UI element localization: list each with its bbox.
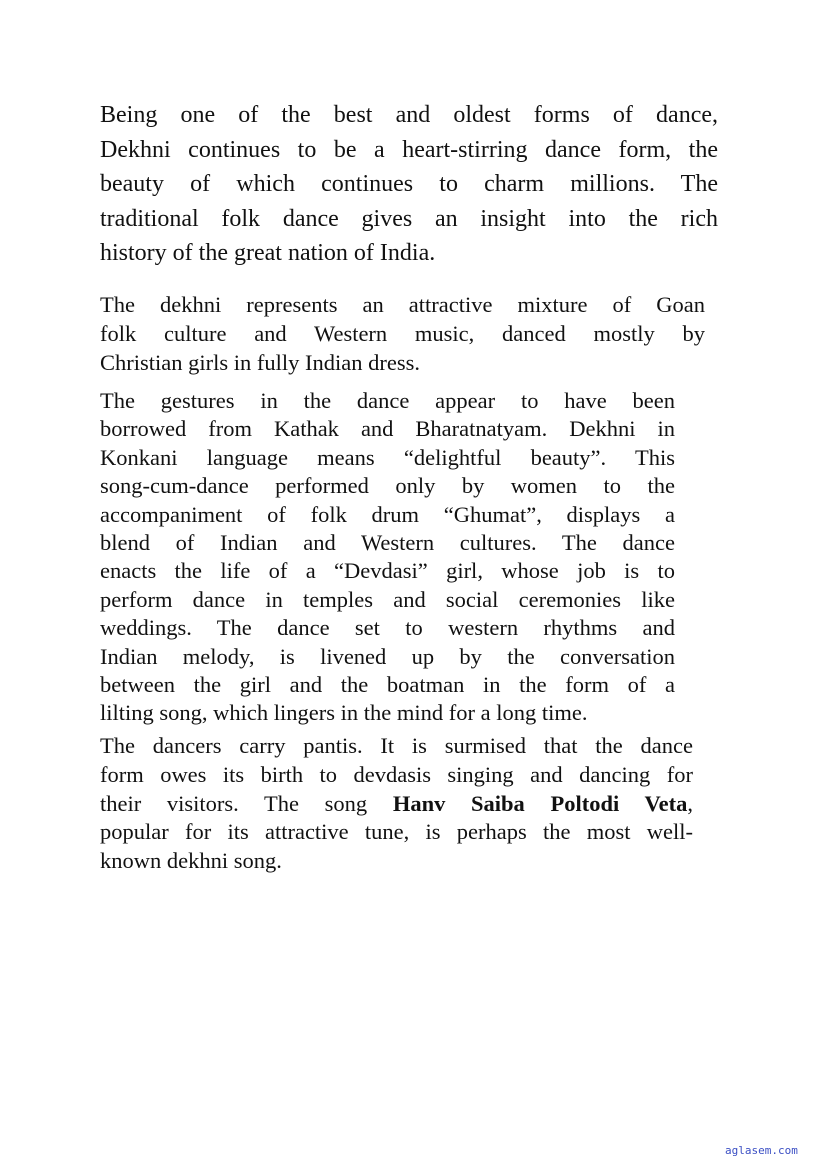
text-line: history of the great nation of India. [100,240,436,266]
text-line: traditional folk dance gives an insight into the rich [100,205,718,232]
text-line: The dancers carry pantis. It is surmised that the dance [100,733,693,758]
paragraph-intro [100,98,718,271]
watermark-link[interactable]: aglasem.com [725,1144,798,1157]
text-line: Being one of the best and oldest forms of dance, [100,102,718,128]
text-line: beauty of which continues to charm millions. The [100,171,718,197]
text-line: perform dance in temples and social ceremonies like [100,586,675,612]
text-line: form owes its birth to devdasis singing and dancing for [100,761,693,787]
text-line: lilting song, which lingers in the mind for a long time. [100,700,588,726]
text-line: enacts the life of a “Devdasi” girl, whose job is to [100,558,675,584]
paragraph-gestures [100,387,675,728]
text-line: between the girl and the boatman in the form of a [100,671,675,697]
text-line: borrowed from Kathak and Bharatnatyam. Dekhni in [100,416,675,442]
text-line: Konkani language means “delightful beauty”. This [100,444,675,470]
text-line: Indian melody, is livened up by the conversation [100,643,675,669]
paragraph-pantis [100,732,693,876]
text-line: blend of Indian and Western cultures. The dance [100,529,675,555]
text-line [100,790,693,819]
text-line: folk culture and Western music, danced mostly by [100,321,705,346]
text-segment: , [687,790,693,816]
text-line: The dekhni represents an attractive mixture of Goan [100,292,705,317]
song-title: Hanv Saiba Poltodi Veta [392,790,688,816]
text-line: accompaniment of folk drum “Ghumat”, displays a [100,501,675,527]
text-line: Dekhni continues to be a heart-stirring dance form, the [100,136,718,163]
text-line: Christian girls in fully Indian dress. [100,350,420,375]
text-line: song-cum-dance performed only by women to the [100,473,675,499]
text-line: weddings. The dance set to western rhythms and [100,615,675,641]
text-line: known dekhni song. [100,848,282,874]
text-line: popular for its attractive tune, is perhaps the most well- [100,819,693,845]
paragraph-goan-mixture [100,290,705,377]
text-line: The gestures in the dance appear to have been [100,388,675,413]
text-segment: their visitors. The song [100,790,393,816]
